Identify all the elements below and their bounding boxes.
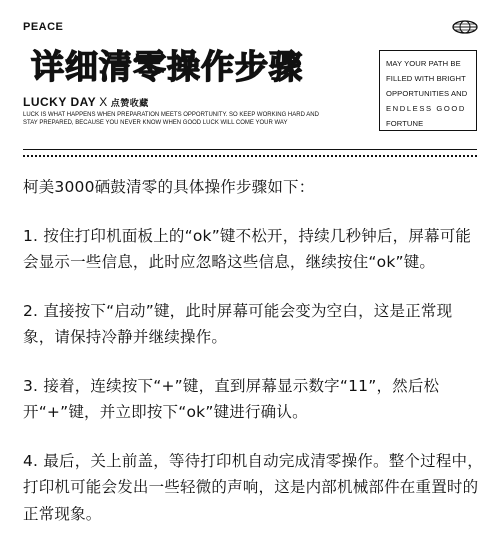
intro-paragraph: 柯美3000硒鼓清零的具体操作步骤如下：: [23, 178, 315, 196]
fortune-line: ENDLESS GOOD: [386, 104, 466, 113]
fortune-line: MAY YOUR PATH BE: [386, 59, 461, 68]
step-paragraph: 3. 接着，连续按下“+”键，直到屏幕显示数字“11”，然后松开“+”键，并立即按下“ok”键进行确认。: [23, 376, 440, 421]
lucky-day-line: [23, 95, 149, 109]
article-body: [23, 174, 483, 549]
fortune-line: FORTUNE: [386, 119, 424, 128]
globe-icon: [452, 20, 478, 34]
divider-dotted: [23, 155, 477, 157]
x-mark: X: [99, 95, 108, 109]
peace-label: PEACE: [23, 21, 64, 33]
step-paragraph: 2. 直接按下“启动”键，此时屏幕可能会变为空白，这是正常现象，请保持冷静并继续操作。: [23, 301, 453, 346]
luck-quote: LUCK IS WHAT HAPPENS WHEN PREPARATION MEETS OPPORTUNITY. SO KEEP WORKING HARD AND STAY PREPARED, BECAUSE YOU NEVER KNOW WHEN GOOD LUCK WILL COME YOUR WAY: [23, 112, 319, 126]
step-paragraph: 4. 最后，关上前盖，等待打印机自动完成清零操作。整个过程中，打印机可能会发出一些轻微的声响，这是内部机械部件在重置时的正常现象。: [23, 451, 483, 523]
divider-solid: [23, 149, 477, 150]
like-save-text: 点赞收藏: [110, 99, 149, 109]
fortune-line: FILLED WITH BRIGHT: [386, 74, 466, 83]
fortune-box: [379, 50, 477, 131]
page-title: 详细清零操作步骤: [31, 47, 303, 86]
lucky-day-text: LUCKY DAY: [23, 95, 97, 109]
step-paragraph: 1. 按住打印机面板上的“ok”键不松开，持续几秒钟后，屏幕可能会显示一些信息，此时应忽略这些信息，继续按住“ok”键。: [23, 226, 472, 271]
fortune-line: OPPORTUNITIES AND: [386, 89, 468, 98]
